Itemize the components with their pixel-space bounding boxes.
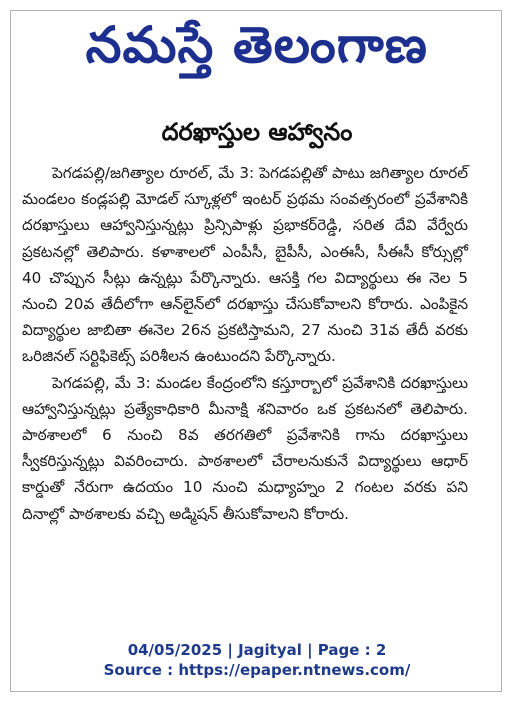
edition-info: 04/05/2025 | Jagityal | Page : 2 [127,641,387,659]
source-info: Source : https://epaper.ntnews.com/ [103,661,411,679]
article-body [22,160,468,527]
article-paragraph: పెగడపల్లి, మే 3: మండల కేంద్రంలోని కస్తూర్బాలో ప్రవేశానికి దరఖాస్తులు ఆహ్వానిస్తున్నట్లు ప్రత్యేకాధికారి మీనాక్షి శనివారం ఒక ప్రకటనలో తెలిపారు. పాఠశాలలో 6 నుంచి 8వ తరగతిలో ప్రవేశానికి గాను దరఖాస్తులు స్వీకరిస్తున్నట్లు వివరించారు. పాఠశాలలో చేరాలనుకునే విద్యార్థులు ఆధార్ కార్డుతో నేరుగా ఉదయం 10 నుంచి మధ్యాహ్నం 2 గంటల వరకు పని దినాల్లో పాఠశాలకు వచ్చి అడ్మిషన్ తీసుకోవాలని కోరారు. [22,373,468,523]
masthead-logo: నమస్తే తెలంగాణ [85,16,429,74]
article-paragraph: పెగడపల్లి/జగిత్యాల రూరల్, మే 3: పెగడపల్లితో పాటు జగిత్యాల రూరల్ మండలం కండ్లపల్లి మోడల్ స్కూళ్లలో ఇంటర్ ప్రథమ సంవత్సరంలో ప్రవేశానికి దరఖాస్తులు ఆహ్వానిస్తున్నట్లు ప్రిన్సిపాళ్లు ప్రభాకర్‌రెడ్డి, సరిత దేవి వేర్వేరు ప్రకటనల్లో తెలిపారు. కళాశాలలో ఎంపీసీ, బైపీసీ, ఎంఈసీ, సీఈసీ కోర్సుల్లో 40 చొప్పున సీట్లు ఉన్నట్లు పేర్కొన్నారు. ఆసక్తి గల విద్యార్థులు ఈ నెల 5 నుంచి 20వ తేదీలోగా ఆన్‌లైన్‌లో దరఖాస్తు చేసుకోవాలని కోరారు. ఎంపికైన విద్యార్థుల జాబితా ఈనెల 26న ప్రకటిస్తామని, 27 నుంచి 31వ తేదీ వరకు ఒరిజినల్ సర్టిఫికెట్స్ పరిశీలన ఉంటుందని పేర్కొన్నారు. [22,164,468,366]
cut-off-text-line [24,94,464,106]
masthead [0,10,514,80]
clipping-footer [0,640,514,680]
article-headline: దరఖాస్తుల ఆహ్వానం [161,118,353,146]
